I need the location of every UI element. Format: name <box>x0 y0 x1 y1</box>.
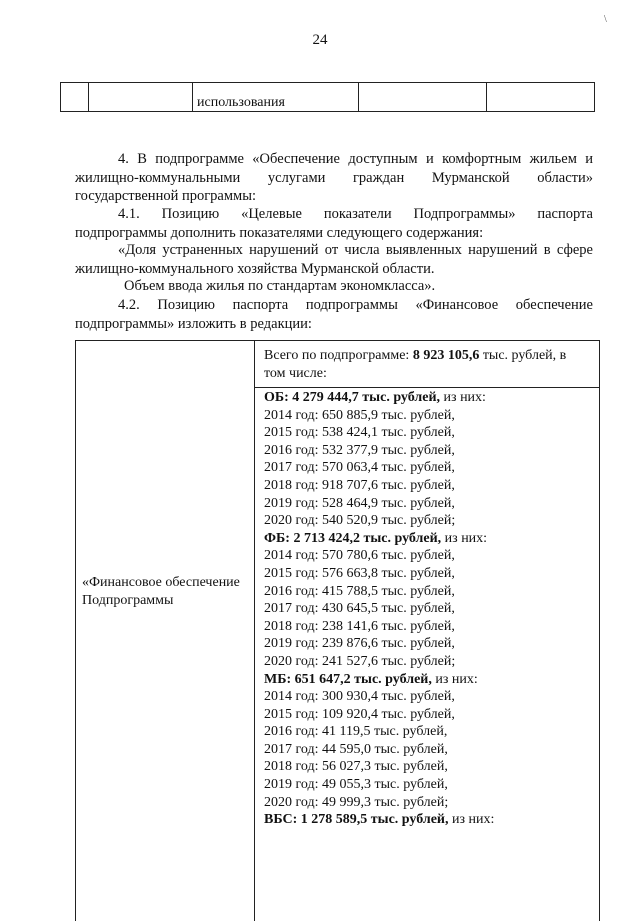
page-number: 24 <box>312 32 328 48</box>
source-mb-tail: из них: <box>431 671 478 687</box>
list-item: 2020 год: 49 999,3 тыс. рублей; <box>264 794 449 810</box>
table-cell <box>487 83 595 112</box>
list-item: 2015 год: 576 663,8 тыс. рублей, <box>264 565 455 581</box>
list-item: 2014 год: 650 885,9 тыс. рублей, <box>264 407 455 423</box>
table-cell <box>359 83 487 112</box>
list-item: 2015 год: 538 424,1 тыс. рублей, <box>264 425 455 441</box>
list-item: 2016 год: 415 788,5 тыс. рублей, <box>264 583 455 599</box>
table-cell: использования <box>193 83 359 112</box>
page-corner-mark: \ <box>604 14 607 25</box>
paragraph-indicator-violations: «Доля устраненных нарушений от числа выявленных нарушений в сфере жилищно-коммунального хозяйства Мурманской области. <box>75 242 593 277</box>
source-ob-heading <box>264 389 594 407</box>
paragraph-financing-position: 4.2. Позицию паспорта подпрограммы «Финансовое обеспечение подпрограммы» изложить в редакции: <box>75 297 593 332</box>
list-item: 2014 год: 300 930,4 тыс. рублей, <box>264 689 455 705</box>
list-item: 2019 год: 528 464,9 тыс. рублей, <box>264 495 455 511</box>
financing-label: «Финансовое обеспечение Подпрограммы <box>82 575 240 608</box>
list-item: 2018 год: 918 707,6 тыс. рублей, <box>264 477 455 493</box>
source-mb-amount: МБ: 651 647,2 тыс. рублей, <box>264 671 432 687</box>
total-amount: 8 923 105,6 <box>412 348 480 363</box>
paragraph-target-indicators: 4.1. Позицию «Целевые показатели Подпрограммы» паспорта подпрограммы дополнить показателями следующего содержания: <box>75 206 593 241</box>
source-fb-amount: ФБ: 2 713 424,2 тыс. рублей, <box>264 530 442 546</box>
source-vbs-heading <box>264 811 594 829</box>
list-item: 2019 год: 239 876,6 тыс. рублей, <box>264 636 455 652</box>
total-prefix: Всего по подпрограмме: <box>264 348 413 363</box>
list-item: 2019 год: 49 055,3 тыс. рублей, <box>264 777 448 793</box>
list-item: 2015 год: 109 920,4 тыс. рублей, <box>264 706 455 722</box>
list-item: 2020 год: 241 527,6 тыс. рублей; <box>264 653 456 669</box>
paragraph-indicator-housing: Объем ввода жилья по стандартам экономкласса». <box>124 278 436 294</box>
source-fb-heading <box>264 530 594 548</box>
source-vbs-amount: ВБС: 1 278 589,5 тыс. рублей, <box>264 812 449 828</box>
financing-breakdown <box>264 389 594 829</box>
list-item: 2018 год: 56 027,3 тыс. рублей, <box>264 759 448 775</box>
financing-total <box>264 347 590 383</box>
source-ob-amount: ОБ: 4 279 444,7 тыс. рублей, <box>264 390 441 405</box>
financing-total-cell <box>255 341 599 388</box>
list-item: 2016 год: 532 377,9 тыс. рублей, <box>264 442 455 458</box>
source-mb-heading <box>264 671 594 689</box>
source-fb-tail: из них: <box>441 530 488 546</box>
list-item: 2016 год: 41 119,5 тыс. рублей, <box>264 724 448 740</box>
paragraph-subprogram-amendment: 4. В подпрограмме «Обеспечение доступным и комфортным жильем и жилищно-коммунальными услугами граждан Мурманской области» государственной программы: <box>75 151 593 204</box>
list-item: 2014 год: 570 780,6 тыс. рублей, <box>264 548 455 564</box>
financing-table <box>75 340 600 921</box>
table-row <box>61 83 595 112</box>
source-ob-tail: из них: <box>440 390 486 405</box>
list-item: 2018 год: 238 141,6 тыс. рублей, <box>264 618 455 634</box>
continuation-table <box>60 82 595 112</box>
list-item: 2020 год: 540 520,9 тыс. рублей; <box>264 513 456 529</box>
total-suffix: тыс. рублей, в том числе: <box>264 348 567 381</box>
source-vbs-tail: из них: <box>448 812 495 828</box>
table-cell <box>89 83 193 112</box>
financing-label-cell <box>76 341 255 921</box>
table-cell <box>61 83 89 112</box>
list-item: 2017 год: 430 645,5 тыс. рублей, <box>264 601 455 617</box>
list-item: 2017 год: 570 063,4 тыс. рублей, <box>264 460 455 476</box>
list-item: 2017 год: 44 595,0 тыс. рублей, <box>264 741 448 757</box>
